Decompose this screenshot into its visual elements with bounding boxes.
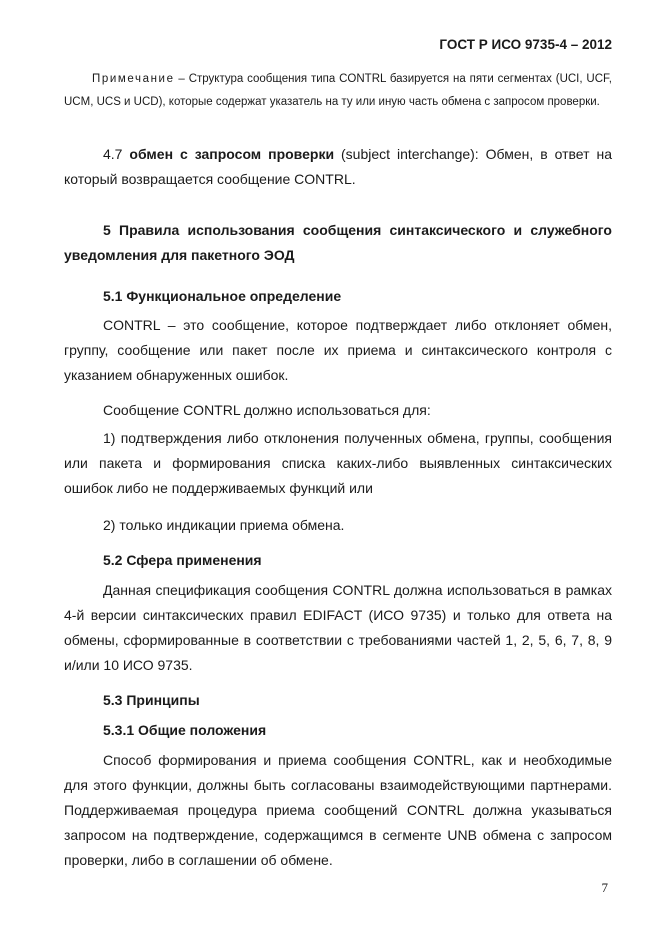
definition-text: (subject interchange): Обмен, в ответ на который возвращается сообщение CONTRL. [64,146,612,187]
section-5-2-paragraph: Данная спецификация сообщения CONTRL должна использоваться в рамках 4-й версии синтаксических правил EDIFACT (ИСО 9735) и только для ответа на обмены, сформированные в соответствии с требованиями частей 1, 2, 5, 6, 7, 8, 9 и/или 10 ИСО 9735. [64,582,612,673]
section-5-2-heading: 5.2 Сфера применения [103,552,262,568]
standard-header: ГОСТ Р ИСО 9735-4 – 2012 [439,37,612,52]
note-label: Примечание [92,73,175,85]
note-text: – Структура сообщения типа CONTRL базируется на пяти сегментах (UCI, UCF, UCM, UCS и UCD), которые содержат указатель на ту или иную часть обмена с запросом проверки. [64,73,612,108]
section-5-heading: 5 Правила использования сообщения синтаксического и служебного уведомления для пакетного ЭОД [64,222,612,263]
definition-term: обмен с запросом проверки [129,146,335,162]
definition-4-7 [64,142,612,192]
section-5-1-paragraph-2: Сообщение CONTRL должно использоваться для: [103,402,431,418]
page-number: 7 [601,880,608,895]
definition-number: 4.7 [103,146,123,162]
section-5-3-heading: 5.3 Принципы [103,692,200,708]
note-paragraph [64,68,612,113]
section-5-1-paragraph-1: CONTRL – это сообщение, которое подтверждает либо отклоняет обмен, группу, сообщение или пакет после их приема и синтаксического контроля с указанием обнаруженных ошибок. [64,317,612,383]
section-5-1-list-item-1: 1) подтверждения либо отклонения полученных обмена, группы, сообщения или пакета и формирования списка каких-либо выявленных синтаксических ошибок либо не поддерживаемых функций или [64,430,612,496]
section-5-3-1-paragraph: Способ формирования и приема сообщения CONTRL, как и необходимые для этого функции, должны быть согласованы взаимодействующими партнерами. Поддерживаемая процедура приема сообщений CONTRL должна указываться запросом на подтверждение, содержащимся в сегменте UNB обмена с запросом проверки, либо в соглашении об обмене. [64,752,612,868]
section-5-1-heading: 5.1 Функциональное определение [103,288,342,304]
section-5-3-1-heading: 5.3.1 Общие положения [103,722,267,738]
section-5-1-list-item-2: 2) только индикации приема обмена. [103,517,345,533]
